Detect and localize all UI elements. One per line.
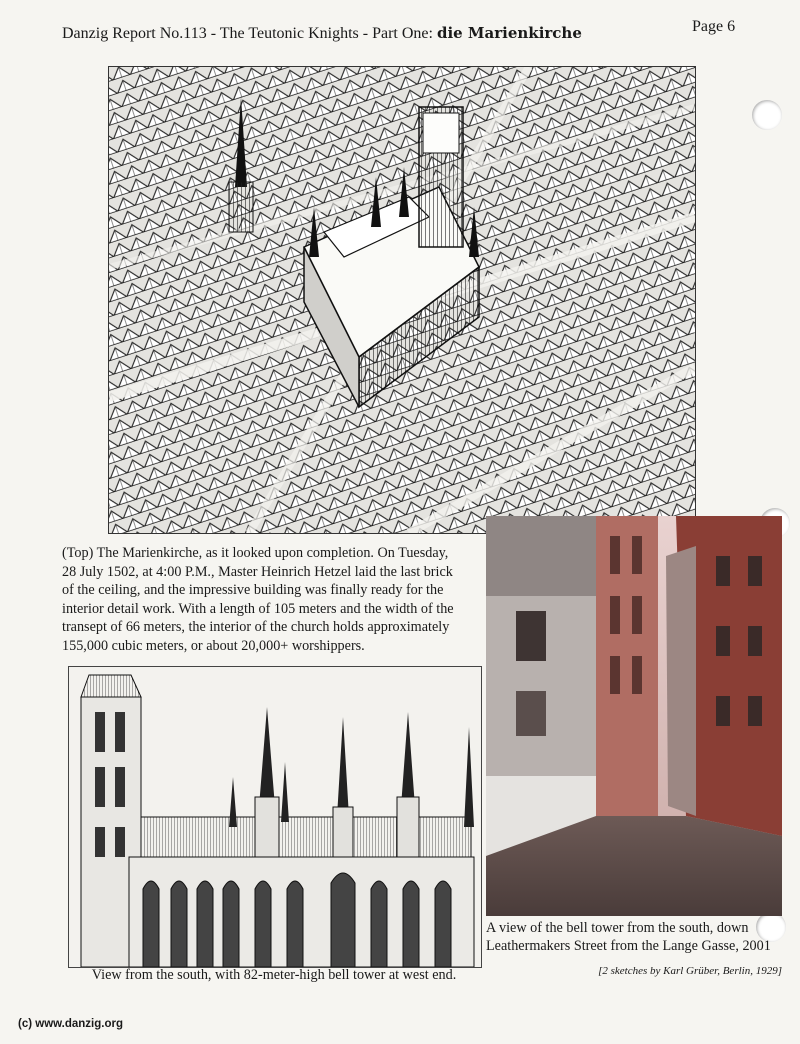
- street-photo-image: [486, 516, 782, 916]
- south-elevation-image: [68, 666, 482, 968]
- caption-line: transept of 66 meters, the interior of the church holds approximately: [62, 619, 450, 635]
- photo-caption: [486, 919, 786, 955]
- caption-line: of the ceiling, and the impressive building was finally ready for the: [62, 582, 444, 598]
- caption-line: A view of the bell tower from the south, down: [486, 920, 749, 936]
- caption-line: 155,000 cubic meters, or about 20,000+ worshippers.: [62, 637, 365, 654]
- page-header: [62, 24, 582, 43]
- sketch-credit: [2 sketches by Karl Grüber, Berlin, 1929]: [598, 965, 782, 977]
- punch-hole-top: [752, 100, 782, 130]
- aerial-sketch-image: [108, 66, 696, 534]
- copyright-footer: (c) www.danzig.org: [18, 1018, 123, 1030]
- caption-line: interior detail work. With a length of 105 meters and the width of the: [62, 600, 454, 617]
- header-title: Danzig Report No.113 - The Teutonic Knights - Part One:: [62, 25, 433, 42]
- caption-line: Leathermakers Street from the Lange Gasse, 2001: [486, 938, 771, 954]
- caption-line: 28 July 1502, at 4:00 P.M., Master Heinrich Hetzel laid the last brick: [62, 563, 453, 580]
- caption-line: (Top) The Marienkirche, as it looked upon completion. On Tuesday,: [62, 545, 449, 561]
- top-image-caption: [62, 544, 490, 655]
- south-elevation-caption: View from the south, with 82-meter-high bell tower at west end.: [91, 967, 457, 983]
- page-number: Page 6: [692, 18, 736, 35]
- header-title-fraktur: die Marienkirche: [436, 24, 582, 42]
